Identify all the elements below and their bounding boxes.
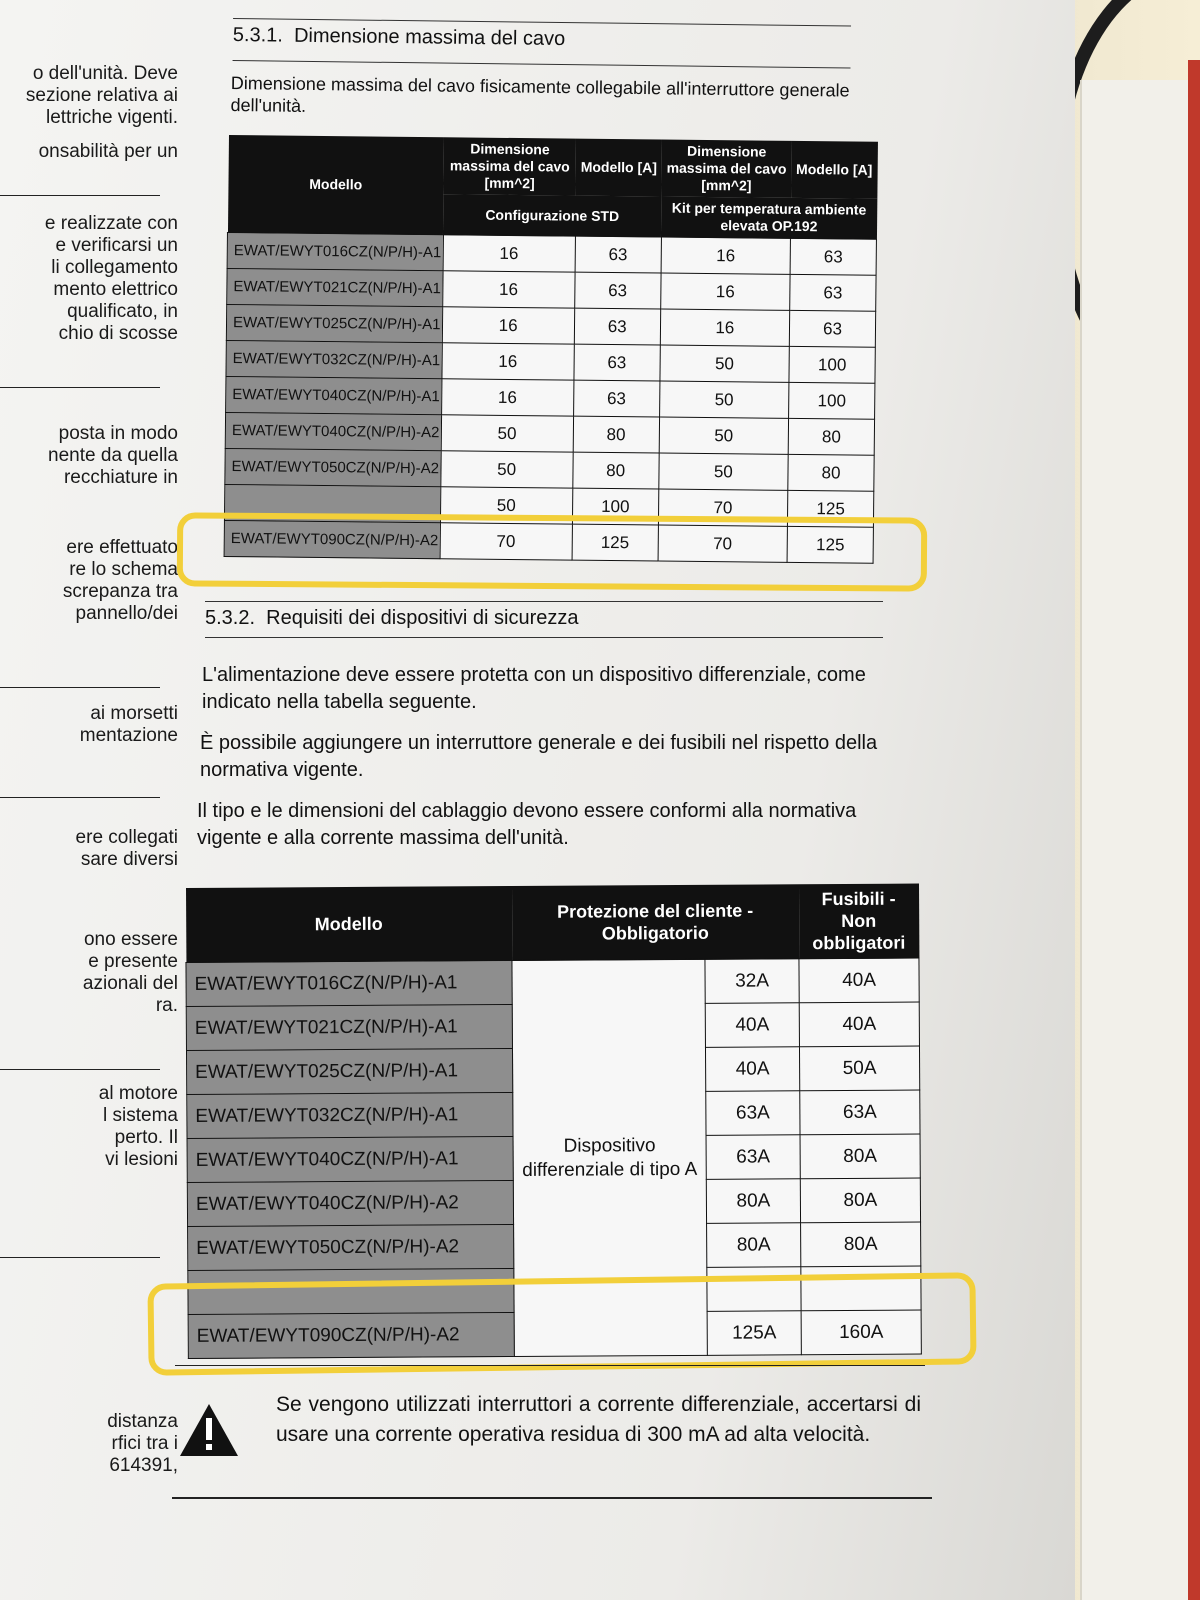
value-cell: 80 <box>788 418 874 455</box>
left-column-line: al motore <box>98 1083 178 1104</box>
protection-device-cell: Dispositivo differenziale di tipo A <box>512 959 707 1356</box>
section-title: Requisiti dei dispositivi di sicurezza <box>266 607 579 629</box>
value-cell: 63 <box>573 380 659 417</box>
value-cell: 50 <box>660 345 790 382</box>
header-cable-kit: Dimensione massima del cavo [mm^2] <box>662 140 792 198</box>
value-cell: 63 <box>574 272 660 309</box>
left-column-line: sare diversi <box>80 849 178 870</box>
model-cell: EWAT/EWYT025CZ(N/P/H)-A1 <box>226 304 442 342</box>
left-column-rule <box>0 387 160 388</box>
differential-rating-cell: 40A <box>705 1003 799 1048</box>
left-column-line: qualificato, in <box>67 301 178 322</box>
value-cell: 16 <box>441 343 574 380</box>
section1-intro: Dimensione massima del cavo fisicamente collegabile all'interruttore generale dell'unità. <box>230 72 850 116</box>
left-column-rule <box>0 797 160 798</box>
value-cell: 50 <box>659 381 789 418</box>
value-cell: 125 <box>788 490 874 527</box>
header-fuses: Fusibili - Non obbligatori <box>798 884 918 959</box>
section2-paragraph-3: Il tipo e le dimensioni del cablaggio devono essere conformi alla normativa vigente e alla corrente massima dell'unità. <box>197 800 857 849</box>
footer-rule <box>172 1497 932 1499</box>
header-model: Modello <box>227 135 444 235</box>
header-protection: Protezione del cliente - Obbligatorio <box>511 884 798 960</box>
value-cell: 80 <box>573 416 659 453</box>
model-cell: EWAT/EWYT050CZ(N/P/H)-A2 <box>188 1224 514 1270</box>
section-title: Dimensione massima del cavo <box>293 24 566 51</box>
fuse-rating-cell: 160A <box>801 1310 921 1355</box>
value-cell: 16 <box>443 235 576 272</box>
fuse-rating-cell: 80A <box>800 1134 920 1179</box>
left-column-line: perto. Il <box>114 1127 178 1148</box>
fuse-rating-cell: 40A <box>799 958 919 1003</box>
header-cable-std: Dimensione massima del cavo [mm^2] <box>443 137 576 195</box>
section2-paragraph-2: È possibile aggiungere un interruttore generale e dei fusibili nel rispetto della normativa vigente. <box>200 732 878 781</box>
differential-rating-cell: 63A <box>706 1135 800 1180</box>
left-column-line: ono essere <box>83 929 178 950</box>
red-edge <box>1188 60 1200 1600</box>
left-column-rule <box>0 1069 160 1070</box>
left-column-line: ra. <box>155 995 178 1016</box>
value-cell: 50 <box>440 487 573 524</box>
left-column-line: o dell'unità. Deve <box>32 63 178 84</box>
value-cell: 70 <box>440 523 573 560</box>
left-column-line: l sistema <box>103 1105 178 1126</box>
header-model: Modello <box>185 886 511 962</box>
value-cell: 63 <box>789 310 875 347</box>
divider <box>175 1365 925 1366</box>
model-cell: EWAT/EWYT090CZ(N/P/H)-A2 <box>224 520 440 558</box>
value-cell: 100 <box>572 488 658 525</box>
model-cell: EWAT/EWYT050CZ(N/P/H)-A2 <box>225 448 441 486</box>
model-cell: EWAT/EWYT025CZ(N/P/H)-A1 <box>186 1049 512 1095</box>
differential-rating-cell: 63A <box>706 1091 800 1136</box>
model-cell: EWAT/EWYT032CZ(N/P/H)-A1 <box>187 1093 513 1139</box>
left-column-line: onsabilità per un <box>38 141 178 162</box>
left-column-rule <box>0 687 160 688</box>
value-cell: 16 <box>441 379 574 416</box>
model-cell: EWAT/EWYT021CZ(N/P/H)-A1 <box>227 268 443 306</box>
value-cell: 16 <box>442 271 575 308</box>
left-column-line: mentazione <box>79 725 178 746</box>
model-cell: EWAT/EWYT040CZ(N/P/H)-A1 <box>187 1137 513 1183</box>
value-cell: 80 <box>573 452 659 489</box>
fuse-rating-cell: 40A <box>799 1002 919 1047</box>
left-column-line: e verificarsi un <box>55 235 178 256</box>
section-5-3-1-heading <box>233 24 851 55</box>
value-cell: 70 <box>658 489 788 526</box>
value-cell: 63 <box>574 344 660 381</box>
left-column-rule <box>0 1257 160 1258</box>
cable-size-table <box>224 135 878 564</box>
value-cell: 63 <box>574 308 660 345</box>
value-cell: 100 <box>789 382 875 419</box>
left-column-line: ai morsetti <box>90 703 178 724</box>
warning-text: Se vengono utilizzati interruttori a corrente differenziale, accertarsi di usare una corrente operativa residua di 300 mA ad alta velocità. <box>276 1393 921 1446</box>
value-cell: 50 <box>658 453 788 490</box>
fuse-rating-cell: 50A <box>799 1046 919 1091</box>
background-sheet <box>1080 80 1200 1600</box>
value-cell: 16 <box>660 309 790 346</box>
differential-rating-cell: 40A <box>705 1047 799 1092</box>
model-cell: EWAT/EWYT090CZ(N/P/H)-A2 <box>188 1312 514 1358</box>
left-column-line: ere effettuato <box>66 537 178 558</box>
value-cell: 70 <box>658 525 788 562</box>
section-number: 5.3.2. <box>205 607 256 629</box>
left-column-line: ere collegati <box>75 827 178 848</box>
fuse-rating-cell: 80A <box>801 1222 921 1267</box>
value-cell: 16 <box>660 273 790 310</box>
left-column-line: distanza <box>107 1411 178 1432</box>
left-column-line: mento elettrico <box>53 279 178 300</box>
left-column-line: pannello/dei <box>75 603 178 624</box>
value-cell: 16 <box>442 307 575 344</box>
differential-rating-cell: 125A <box>707 1311 801 1356</box>
value-cell: 16 <box>661 237 791 274</box>
left-column-line: lettriche vigenti. <box>45 107 178 128</box>
value-cell: 50 <box>659 417 789 454</box>
model-cell: EWAT/EWYT032CZ(N/P/H)-A1 <box>226 340 442 378</box>
fuse-rating-cell: 80A <box>800 1178 920 1223</box>
left-column-line: nente da quella <box>48 445 178 466</box>
left-column-line: azionali del <box>82 973 178 994</box>
model-cell: EWAT/EWYT040CZ(N/P/H)-A2 <box>187 1181 513 1227</box>
left-column-line: chio di scosse <box>58 323 178 344</box>
left-column-line: vi lesioni <box>105 1149 178 1170</box>
left-column-line: screpanza tra <box>62 581 178 602</box>
left-column-line: 614391, <box>109 1455 178 1476</box>
model-cell: EWAT/EWYT040CZ(N/P/H)-A1 <box>226 376 442 414</box>
value-cell: 50 <box>440 451 573 488</box>
left-column-line: recchiature in <box>63 467 178 488</box>
section-5-3-2-heading <box>205 607 883 630</box>
left-column-line: e realizzate con <box>44 213 178 234</box>
highlight-090-protection <box>147 1272 976 1376</box>
differential-rating-cell: 80A <box>706 1179 800 1224</box>
model-cell: EWAT/EWYT016CZ(N/P/H)-A1 <box>227 232 443 270</box>
section-number: 5.3.1. <box>232 24 284 47</box>
model-cell: EWAT/EWYT016CZ(N/P/H)-A1 <box>186 961 512 1007</box>
section2-paragraph-1: L'alimentazione deve essere protetta con un dispositivo differenziale, come indicato nella tabella seguente. <box>202 664 866 713</box>
value-cell: 63 <box>790 274 876 311</box>
left-column-line: rfici tra i <box>111 1433 178 1454</box>
left-column-rule <box>0 195 160 196</box>
value-cell: 50 <box>441 415 574 452</box>
differential-rating-cell: 32A <box>705 959 799 1004</box>
value-cell: 63 <box>790 238 876 275</box>
warning-icon <box>178 1402 240 1458</box>
header-group-std: Configurazione STD <box>443 194 662 237</box>
value-cell: 100 <box>789 346 875 383</box>
left-column-line: li collegamento <box>51 257 178 278</box>
left-column-line: e presente <box>88 951 178 972</box>
differential-rating-cell: 80A <box>707 1223 801 1268</box>
header-group-kit: Kit per temperatura ambiente elevata OP.192 <box>661 197 877 240</box>
value-cell: 125 <box>787 526 873 563</box>
left-column-line: sezione relativa ai <box>25 85 178 106</box>
value-cell: 63 <box>575 236 661 273</box>
model-cell: EWAT/EWYT021CZ(N/P/H)-A1 <box>186 1005 512 1051</box>
value-cell: 125 <box>572 524 658 561</box>
header-model-a-kit: Modello [A] <box>791 141 877 199</box>
highlight-090-cable <box>177 512 927 591</box>
header-model-a-std: Modello [A] <box>576 139 662 197</box>
value-cell: 80 <box>788 454 874 491</box>
fuse-rating-cell: 63A <box>800 1090 920 1135</box>
left-column-line: posta in modo <box>58 423 178 444</box>
left-column-line: re lo schema <box>69 559 178 580</box>
model-cell: EWAT/EWYT040CZ(N/P/H)-A2 <box>225 412 441 450</box>
table-row <box>186 958 919 1006</box>
